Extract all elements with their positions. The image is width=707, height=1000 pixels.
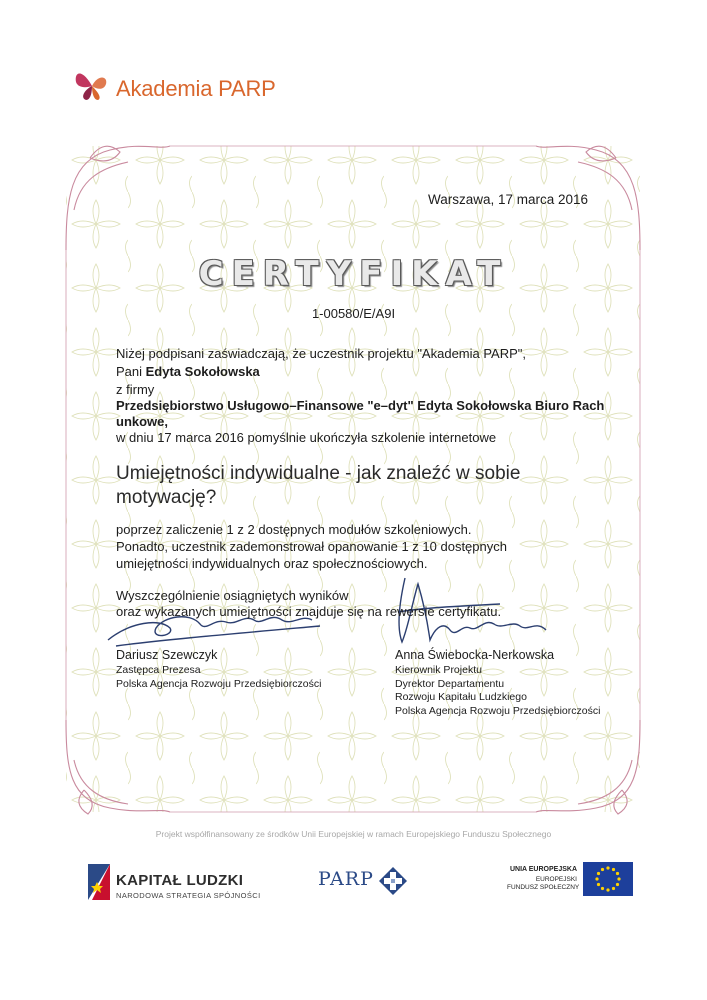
company-name-line2: unkowe, bbox=[116, 414, 169, 429]
intro-text: Niżej podpisani zaświadczają, że uczestnik projektu "Akademia PARP", bbox=[116, 346, 527, 361]
signatory-left bbox=[116, 648, 321, 691]
parp-emblem-icon bbox=[378, 866, 408, 896]
butterfly-icon bbox=[72, 64, 112, 104]
participant-prefix: Pani bbox=[116, 364, 146, 379]
certificate-number: 1-00580/E/A9I bbox=[311, 306, 396, 321]
eu-fund-line2: FUNDUSZ SPOŁECZNY bbox=[507, 884, 580, 891]
company-prefix: z firmy bbox=[116, 382, 155, 397]
eu-fund-line1: EUROPEJSKI bbox=[535, 876, 577, 883]
participant-line bbox=[116, 364, 260, 380]
cofinancing-note: Projekt współfinansowany ze środków Unii Europejskiej w ramach Europejskiego Funduszu Społecznego bbox=[155, 829, 552, 839]
eu-title: UNIA EUROPEJSKA bbox=[509, 866, 577, 873]
signatory-role: Zastępca Prezesa bbox=[116, 664, 201, 676]
brand-name: Akademia PARP bbox=[116, 76, 276, 101]
modules-line-3: umiejętności indywidualnych oraz społecznościowych. bbox=[116, 556, 428, 571]
completion-text: w dniu 17 marca 2016 pomyślnie ukończyła szkolenie internetowe bbox=[116, 430, 497, 445]
signatory-org: Polska Agencja Rozwoju Przedsiębiorczości bbox=[116, 677, 322, 690]
results-line-1: Wyszczególnienie osiągniętych wyników bbox=[116, 588, 349, 603]
signatory-name: Anna Świebocka-Nerkowska bbox=[395, 648, 555, 662]
signatory-role: Dyrektor Departamentu bbox=[395, 677, 505, 690]
signatory-right bbox=[395, 648, 600, 718]
parp-logo bbox=[318, 864, 418, 896]
eu-logo bbox=[507, 860, 637, 900]
signatory-org: Polska Agencja Rozwoju Przedsiębiorczości bbox=[395, 704, 601, 717]
kapital-ludzki-title: KAPITAŁ LUDZKI bbox=[116, 872, 244, 889]
course-title: Umiejętności indywidualne - jak znaleźć w sobie motywację? bbox=[116, 463, 521, 508]
place-date: Warszawa, 17 marca 2016 bbox=[428, 192, 589, 207]
modules-line-2: Ponadto, uczestnik zademonstrował opanowanie 1 z 10 dostępnych bbox=[116, 539, 507, 554]
eu-flag-icon bbox=[583, 862, 633, 896]
company-name-line1: Przedsiębiorstwo Usługowo–Finansowe "e–dyt" Edyta Sokołowska Biuro Rach bbox=[116, 398, 605, 413]
results-line-2: oraz wykazanych umiejętności znajduje się na rewersie certyfikatu. bbox=[116, 604, 502, 619]
kapital-ludzki-icon bbox=[84, 860, 114, 904]
kapital-ludzki-subtitle: NARODOWA STRATEGIA SPÓJNOŚCI bbox=[116, 891, 261, 900]
certificate-title: CERTYFIKAT bbox=[198, 254, 509, 294]
kapital-ludzki-logo bbox=[84, 856, 261, 908]
signatory-role: Kierownik Projektu bbox=[395, 664, 482, 676]
signatory-name: Dariusz Szewczyk bbox=[116, 648, 218, 662]
signatory-role: Rozwoju Kapitału Ludzkiego bbox=[395, 691, 527, 703]
parp-wordmark: PARP bbox=[318, 868, 374, 890]
participant-name: Edyta Sokołowska bbox=[145, 364, 260, 379]
modules-line-1: poprzez zaliczenie 1 z 2 dostępnych modułów szkoleniowych. bbox=[116, 522, 472, 537]
